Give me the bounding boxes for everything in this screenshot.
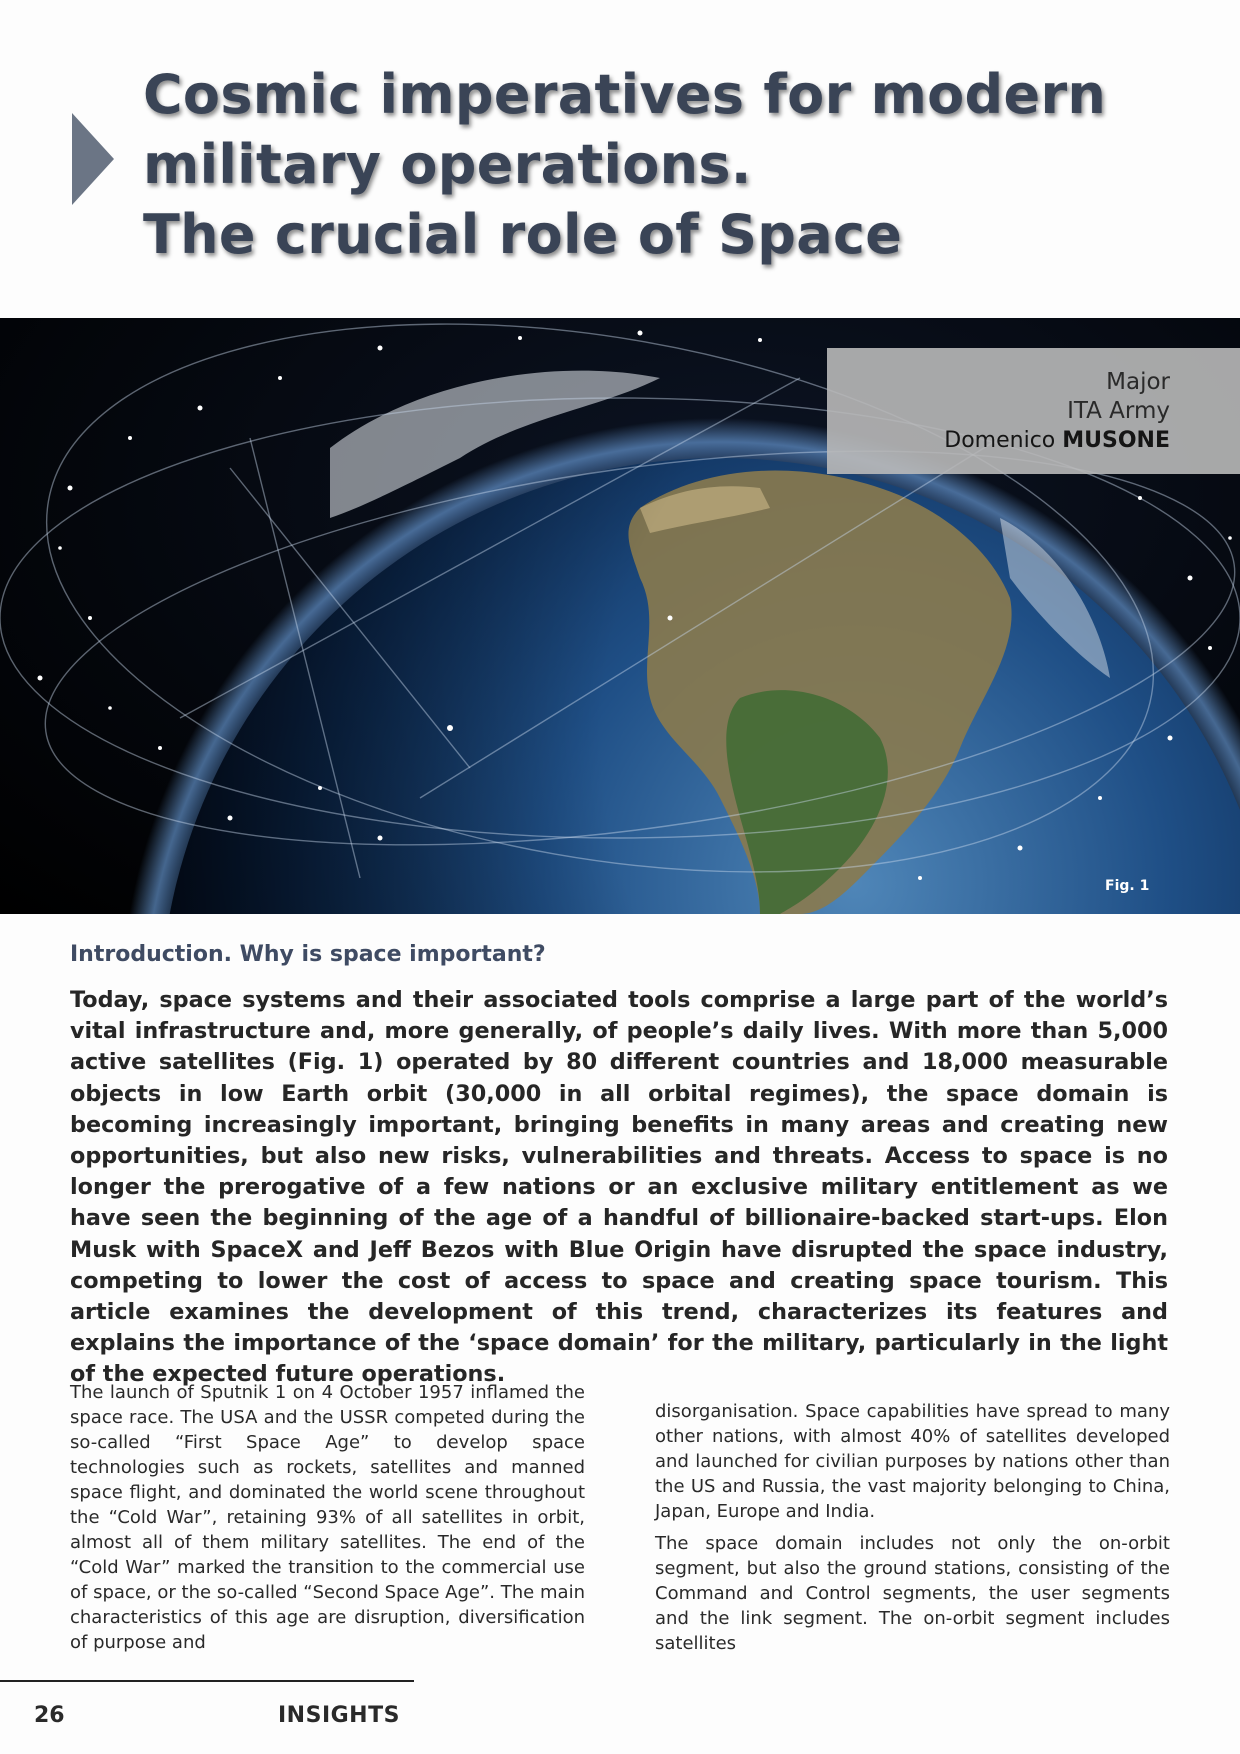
body-column-right xyxy=(655,1399,1170,1663)
body-column-left xyxy=(70,1380,585,1662)
page-number: 26 xyxy=(34,1703,65,1728)
author-box xyxy=(827,348,1240,474)
body-paragraph: The launch of Sputnik 1 on 4 October 1957 inflamed the space race. The USA and the USSR competed during the so-called “First Space Age” to develop space technologies such as rockets, satellites and manned space flight, and dominated the world scene throughout the “Cold War”, retaining 93% of all satellites in orbit, almost all of them military satellites. The end of the “Cold War” marked the transition to the commercial use of space, or the so-called “Second Space Age”. The main characteristics of this age are disruption, diversification of purpose and xyxy=(70,1382,585,1653)
title-line-2: military operations. xyxy=(143,133,752,196)
footer-section-name: INSIGHTS xyxy=(278,1703,400,1728)
title-line-3: The crucial role of Space xyxy=(143,203,903,266)
author-last-name: MUSONE xyxy=(1062,428,1170,453)
author-service: ITA Army xyxy=(1067,398,1170,424)
body-paragraph: disorganisation. Space capabilities have spread to many other nations, with almost 40% of satellites developed and launched for civilian purposes by nations other than the US and Russia, the vast majority belonging to China, Japan, Europe and India. xyxy=(655,1401,1170,1522)
footer-divider xyxy=(0,1680,414,1682)
article-title xyxy=(143,60,1143,270)
author-name xyxy=(827,426,1170,455)
figure-label: Fig. 1 xyxy=(1105,878,1150,894)
author-first-name: Domenico xyxy=(944,428,1056,453)
body-paragraph: The space domain includes not only the on-orbit segment, but also the ground stations, consisting of the Command and Control segments, the user segments and the link segment. The on-orbit segment includes satellites xyxy=(655,1533,1170,1654)
intro-lead-paragraph: Today, space systems and their associated tools comprise a large part of the world’s vital infrastructure and, more generally, of people’s daily lives. With more than 5,000 active satellites (Fig. 1) operated by 80 different countries and 18,000 measurable objects in low Earth orbit (30,000 in all orbital regimes), the space domain is becoming increasingly important, bringing benefits in many areas and creating new opportunities, but also new risks, vulnerabilities and threats. Access to space is no longer the prerogative of a few nations or an exclusive military entitlement as we have seen the beginning of the age of a handful of billionaire-backed start-ups. Elon Musk with SpaceX and Jeff Bezos with Blue Origin have disrupted the space industry, competing to lower the cost of access to space and creating space tourism. This article examines the development of this trend, characterizes its features and explains the importance of the ‘space domain’ for the military, particularly in the light of the expected future operations. xyxy=(70,987,1168,1388)
earth-satellites-image xyxy=(0,318,1240,914)
title-line-1: Cosmic imperatives for modern xyxy=(143,63,1107,126)
intro-heading: Introduction. Why is space important? xyxy=(70,942,546,967)
title-arrow-icon xyxy=(72,113,114,205)
author-rank: Major xyxy=(1106,369,1170,395)
